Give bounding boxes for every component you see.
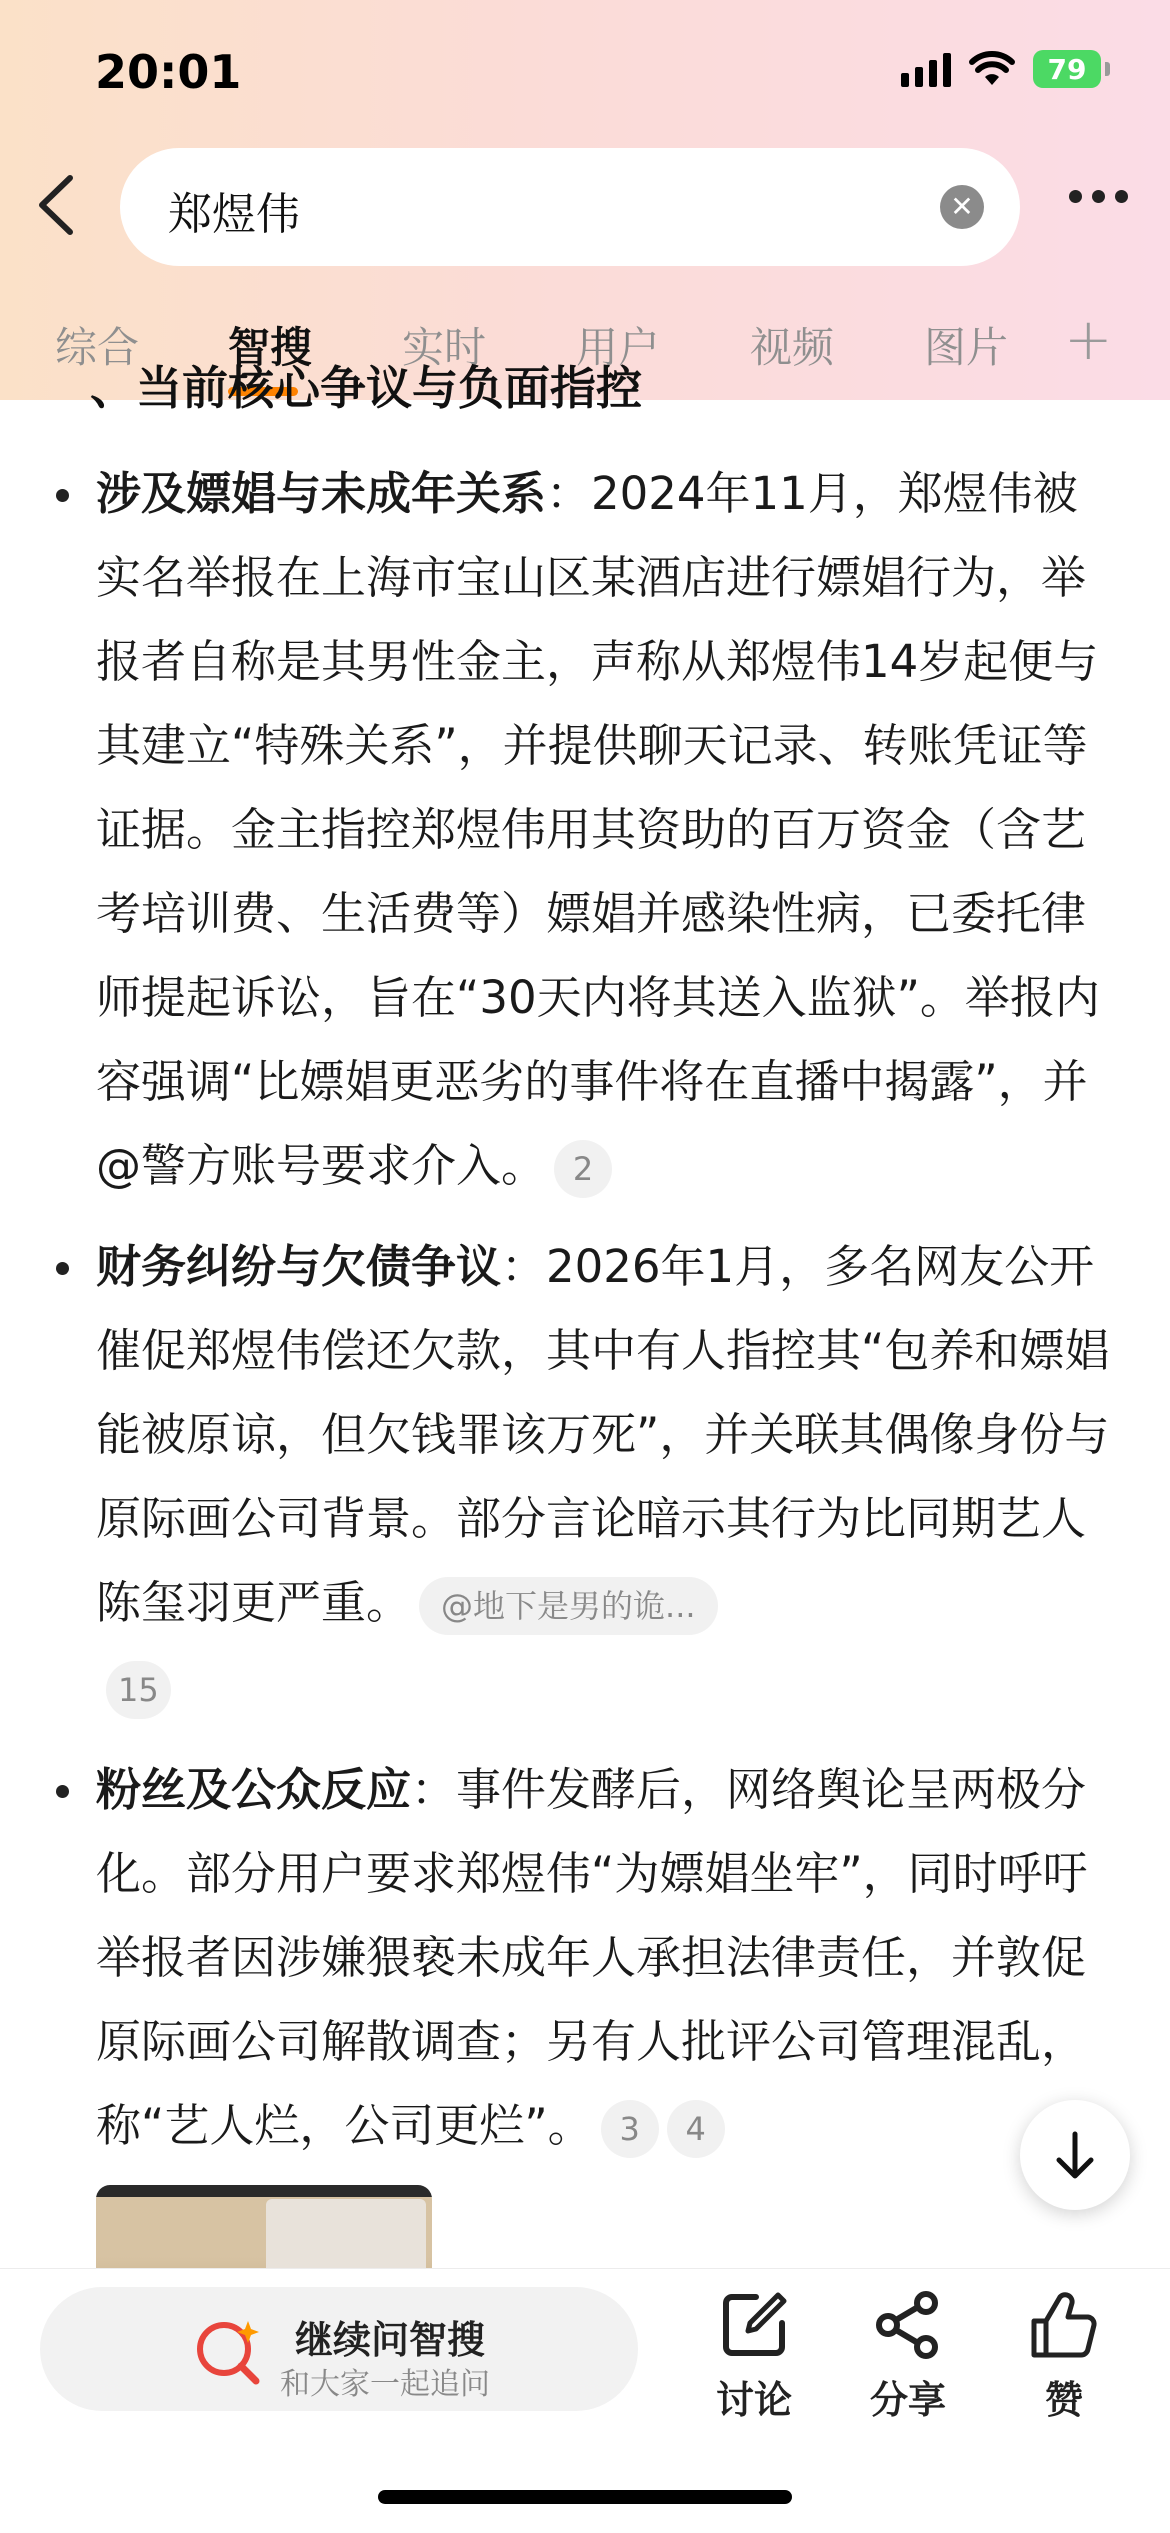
wifi-icon: [969, 51, 1015, 87]
smart-search-icon: [190, 2315, 270, 2385]
tab-smart-search[interactable]: 智搜: [228, 323, 313, 372]
list-item: [96, 1748, 1116, 2168]
back-button[interactable]: [32, 170, 82, 240]
continue-ask-label: 继续问智搜: [295, 2318, 486, 2362]
bullet-dot: [56, 1785, 69, 1798]
bullet-title: 涉及嫖娼与未成年关系: [96, 467, 547, 520]
bullet-text: ：2024年11月，郑煜伟被实名举报在上海市宝山区某酒店进行嫖娼行为，举报者自称是其男性金主，声称从郑煜伟14岁起便与其建立“特殊关系”，并提供聊天记录、转账凭证等证据。金主指控郑煜伟用其资助的百万资金（含艺考培训费、生活费等）嫖娼并感染性病，已委托律师提起诉讼，旨在“30天内将其送入监狱”。举报内容强调“比嫖娼更恶劣的事件将在直播中揭露”，并@警方账号要求介入。: [96, 467, 1100, 1192]
citation-badge[interactable]: 4: [667, 2100, 725, 2158]
discuss-label: 讨论: [715, 2378, 792, 2422]
answer-content[interactable]: [0, 361, 1170, 2270]
bullet-title: 财务纠纷与欠债争议: [96, 1240, 502, 1293]
add-tab-icon[interactable]: +: [1064, 305, 1113, 373]
cellular-signal-icon: [901, 51, 951, 87]
more-options-button[interactable]: [1069, 190, 1128, 203]
citation-badge[interactable]: 3: [601, 2100, 659, 2158]
share-button[interactable]: [848, 2289, 968, 2424]
battery-tip: [1105, 62, 1110, 76]
like-button[interactable]: [1004, 2289, 1124, 2424]
bullet-text: ：事件发酵后，网络舆论呈两极分化。部分用户要求郑煜伟“为嫖娼坐牢”，同时呼吁举报者因涉嫌猥亵未成年人承担法律责任，并敦促原际画公司解散调查；另有人批评公司管理混乱，称“艺人烂，公司更烂”。: [96, 1763, 1088, 2152]
continue-ask-subtitle: 和大家一起追问: [280, 2367, 490, 2402]
list-item: [96, 452, 1116, 1208]
continue-ask-button[interactable]: [40, 2287, 638, 2411]
tab-users[interactable]: 用户: [576, 323, 661, 372]
bullet-title: 粉丝及公众反应: [96, 1763, 412, 1816]
tab-realtime[interactable]: 实时: [402, 323, 487, 372]
search-input[interactable]: [120, 148, 1020, 266]
battery-level: 79: [1047, 52, 1087, 86]
status-time: 20:01: [95, 45, 242, 99]
citation-badge[interactable]: 15: [106, 1661, 171, 1719]
bullet-dot: [56, 1262, 69, 1275]
bullet-dot: [56, 489, 69, 502]
chevron-left-icon: [32, 170, 82, 240]
more-dot: [1092, 190, 1105, 203]
tab-images[interactable]: 图片: [924, 323, 1009, 372]
arrow-down-icon: [1053, 2130, 1097, 2180]
close-icon: ✕: [950, 190, 974, 223]
tab-video[interactable]: 视频: [750, 323, 835, 372]
home-indicator[interactable]: [378, 2490, 792, 2504]
tab-comprehensive[interactable]: 综合: [55, 323, 140, 372]
status-icons: [901, 50, 1110, 88]
citation-badge[interactable]: 2: [554, 1140, 612, 1198]
search-input-value: 郑煜伟: [168, 189, 300, 240]
edit-icon: [718, 2289, 790, 2361]
discuss-button[interactable]: [694, 2289, 814, 2424]
citation-user-badge[interactable]: @地下是男的诡...: [419, 1577, 718, 1635]
more-dot: [1115, 190, 1128, 203]
share-label: 分享: [869, 2378, 946, 2422]
bullet-text: ：2026年1月，多名网友公开催促郑煜伟偿还欠款，其中有人指控其“包养和嫖娼能被原谅，但欠钱罪该万死”，并关联其偶像身份与原际画公司背景。部分言论暗示其行为比同期艺人陈玺羽更严重。: [96, 1240, 1110, 1629]
list-item: [96, 1225, 1116, 1729]
clear-search-button[interactable]: [940, 185, 984, 229]
section-heading: 、当前核心争议与负面指控: [90, 361, 642, 415]
more-dot: [1069, 190, 1082, 203]
thumbs-up-icon: [1028, 2289, 1100, 2361]
share-icon: [872, 2289, 944, 2361]
battery-icon: [1033, 50, 1101, 88]
scroll-down-button[interactable]: [1020, 2100, 1130, 2210]
like-label: 赞: [1044, 2378, 1083, 2422]
